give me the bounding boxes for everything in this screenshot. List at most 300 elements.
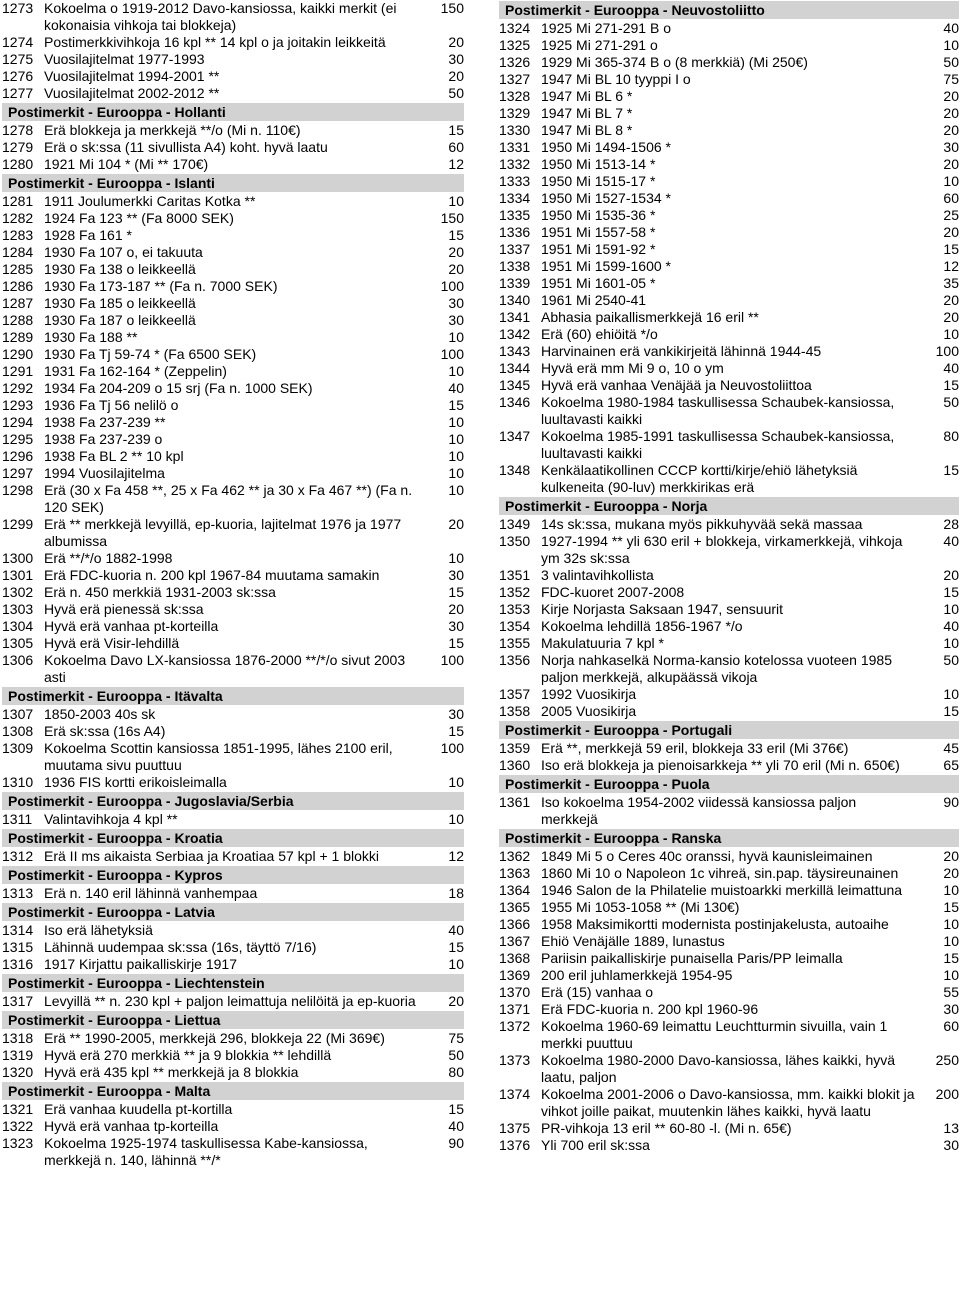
lot-number: 1304: [2, 618, 34, 634]
lot-number: 1309: [2, 740, 34, 756]
lot-price: 15: [943, 377, 959, 393]
lot-price: 100: [440, 652, 464, 668]
lot-number: 1372: [499, 1018, 531, 1034]
lot-price: 20: [943, 156, 959, 172]
lot-entry: [499, 105, 959, 122]
lot-entry: [499, 394, 959, 428]
lot-description: 1958 Maksimikortti modernista postinjakelusta, autoaihe: [541, 916, 889, 932]
lot-number: 1305: [2, 635, 34, 651]
lot-price: 60: [448, 139, 464, 155]
lot-number: 1355: [499, 635, 531, 651]
lot-price: 18: [448, 885, 464, 901]
section-header: Postimerkit - Eurooppa - Neuvostoliitto: [499, 1, 959, 19]
lot-description: Vuosilajitelmat 1977-1993: [44, 51, 205, 67]
lot-price: 12: [448, 848, 464, 864]
lot-price: 10: [943, 326, 959, 342]
lot-entry: [2, 448, 464, 465]
lot-description: Erä II ms aikaista Serbiaa ja Kroatiaa 57 kpl + 1 blokki: [44, 848, 380, 864]
lot-price: 15: [943, 899, 959, 915]
lot-entry: [499, 1137, 959, 1154]
lot-description: 1947 Mi BL 8 *: [541, 122, 633, 138]
lot-description: Hyvä erä vanhaa pt-korteilla: [44, 618, 219, 634]
lot-description: FDC-kuoret 2007-2008: [541, 584, 685, 600]
lot-entry: [2, 295, 464, 312]
lot-number: 1363: [499, 865, 531, 881]
lot-number: 1286: [2, 278, 34, 294]
lot-description: 1927-1994 ** yli 630 eril + blokkeja, virkamerkkejä, vihkoja ym 32s sk:ssa: [541, 533, 903, 566]
lot-number: 1344: [499, 360, 531, 376]
lot-price: 20: [448, 244, 464, 260]
lot-number: 1283: [2, 227, 34, 243]
lot-price: 200: [935, 1086, 959, 1102]
lot-description: 1911 Joulumerkki Caritas Kotka **: [44, 193, 256, 209]
lot-price: 10: [448, 465, 464, 481]
lot-entry: [2, 193, 464, 210]
lot-number: 1301: [2, 567, 34, 583]
lot-number: 1314: [2, 922, 34, 938]
lot-number: 1318: [2, 1030, 34, 1046]
lot-number: 1345: [499, 377, 531, 393]
lot-number: 1325: [499, 37, 531, 53]
lot-price: 10: [943, 37, 959, 53]
lot-number: 1326: [499, 54, 531, 70]
lot-price: 15: [943, 703, 959, 719]
lot-entry: [499, 139, 959, 156]
section-header: Postimerkit - Eurooppa - Puola: [499, 775, 959, 793]
lot-entry: [499, 848, 959, 865]
lot-price: 30: [448, 295, 464, 311]
lot-entry: [499, 916, 959, 933]
lot-price: 20: [448, 516, 464, 532]
lot-price: 30: [943, 1137, 959, 1153]
lot-entry: [2, 618, 464, 635]
lot-number: 1360: [499, 757, 531, 773]
lot-price: 10: [943, 916, 959, 932]
lot-number: 1299: [2, 516, 34, 532]
lot-price: 100: [440, 278, 464, 294]
lot-entry: [499, 343, 959, 360]
section-header: Postimerkit - Eurooppa - Liettua: [2, 1011, 464, 1029]
lot-price: 250: [935, 1052, 959, 1068]
lot-number: 1292: [2, 380, 34, 396]
lot-number: 1327: [499, 71, 531, 87]
lot-entry: [2, 516, 464, 550]
lot-number: 1353: [499, 601, 531, 617]
lot-price: 15: [943, 241, 959, 257]
lot-price: 150: [440, 210, 464, 226]
lot-number: 1275: [2, 51, 34, 67]
lot-description: Kokoelma 2001-2006 o Davo-kansiossa, mm. kaikki blokit ja vihkot joille paikat, muutenkin lähes kaikki, hyvä laatu: [541, 1086, 915, 1119]
lot-entry: [2, 993, 464, 1010]
lot-price: 80: [943, 428, 959, 444]
section-header: Postimerkit - Eurooppa - Kypros: [2, 866, 464, 884]
lot-description: Kokoelma 1980-1984 taskullisessa Schaubek-kansiossa, luultavasti kaikki: [541, 394, 895, 427]
lot-price: 15: [943, 462, 959, 478]
lot-price: 55: [943, 984, 959, 1000]
lot-description: Vuosilajitelmat 2002-2012 **: [44, 85, 220, 101]
lot-entry: [2, 0, 464, 34]
lot-number: 1354: [499, 618, 531, 634]
lot-description: Kokoelma Davo LX-kansiossa 1876-2000 **/*/o sivut 2003 asti: [44, 652, 406, 685]
lot-price: 20: [943, 122, 959, 138]
lot-entry: [499, 1018, 959, 1052]
lot-description: Erä ** merkkejä levyillä, ep-kuoria, lajitelmat 1976 ja 1977 albumissa: [44, 516, 402, 549]
lot-entry: [499, 309, 959, 326]
lot-entry: [499, 635, 959, 652]
lot-number: 1320: [2, 1064, 34, 1080]
lot-number: 1300: [2, 550, 34, 566]
lot-number: 1291: [2, 363, 34, 379]
lot-number: 1367: [499, 933, 531, 949]
lot-entry: [499, 933, 959, 950]
lot-price: 10: [943, 635, 959, 651]
lot-price: 100: [440, 740, 464, 756]
lot-number: 1303: [2, 601, 34, 617]
lot-description: 1930 Fa Tj 59-74 * (Fa 6500 SEK): [44, 346, 257, 362]
lot-entry: [499, 1086, 959, 1120]
lot-number: 1346: [499, 394, 531, 410]
lot-description: Abhasia paikallismerkkejä 16 eril **: [541, 309, 759, 325]
lot-description: 3 valintavihkollista: [541, 567, 654, 583]
lot-entry: [499, 224, 959, 241]
lot-description: 1950 Mi 1527-1534 *: [541, 190, 671, 206]
lot-entry: [499, 703, 959, 720]
lot-price: 40: [943, 20, 959, 36]
lot-entry: [2, 1047, 464, 1064]
lot-price: 20: [943, 88, 959, 104]
lot-number: 1308: [2, 723, 34, 739]
lot-entry: [2, 380, 464, 397]
lot-description: 1930 Fa 187 o leikkeellä: [44, 312, 196, 328]
lot-entry: [499, 516, 959, 533]
lot-description: Hyvä erä Visir-lehdillä: [44, 635, 180, 651]
section-header: Postimerkit - Eurooppa - Ranska: [499, 829, 959, 847]
lot-entry: [2, 774, 464, 791]
lot-description: Norja nahkaselkä Norma-kansio kotelossa vuoteen 1985 paljon merkkejä, alkupäässä vikoja: [541, 652, 892, 685]
lot-price: 90: [448, 1135, 464, 1151]
lot-description: Erä **, merkkejä 59 eril, blokkeja 33 eril (Mi 376€): [541, 740, 849, 756]
lot-price: 20: [943, 865, 959, 881]
lot-price: 80: [448, 1064, 464, 1080]
lot-number: 1297: [2, 465, 34, 481]
lot-price: 28: [943, 516, 959, 532]
lot-description: 2005 Vuosikirja: [541, 703, 637, 719]
lot-number: 1349: [499, 516, 531, 532]
lot-price: 10: [448, 431, 464, 447]
lot-entry: [499, 601, 959, 618]
lot-number: 1307: [2, 706, 34, 722]
lot-entry: [499, 88, 959, 105]
lot-price: 20: [448, 993, 464, 1009]
section-header: Postimerkit - Eurooppa - Norja: [499, 497, 959, 515]
lot-number: 1273: [2, 0, 34, 16]
lot-price: 10: [448, 550, 464, 566]
lot-entry: [2, 329, 464, 346]
lot-number: 1278: [2, 122, 34, 138]
lot-number: 1335: [499, 207, 531, 223]
lot-entry: [2, 68, 464, 85]
lot-description: 1936 Fa Tj 56 nelilö o: [44, 397, 179, 413]
lot-description: Valintavihkoja 4 kpl **: [44, 811, 178, 827]
lot-entry: [2, 244, 464, 261]
lot-price: 10: [448, 774, 464, 790]
lot-description: Kokoelma Scottin kansiossa 1851-1995, lähes 2100 eril, muutama sivu puuttuu: [44, 740, 393, 773]
lot-entry: [499, 122, 959, 139]
lot-description: Erä **/*/o 1882-1998: [44, 550, 173, 566]
lot-description: 1930 Fa 185 o leikkeellä: [44, 295, 196, 311]
lot-description: 14s sk:ssa, mukana myös pikkuhyvää sekä massaa: [541, 516, 863, 532]
lot-price: 20: [448, 34, 464, 50]
lot-description: Kokoelma 1985-1991 taskullisessa Schaubek-kansiossa, luultavasti kaikki: [541, 428, 895, 461]
lot-entry: [2, 848, 464, 865]
lot-entry: [499, 173, 959, 190]
lot-description: Erä FDC-kuoria n. 200 kpl 1960-96: [541, 1001, 759, 1017]
lot-number: 1330: [499, 122, 531, 138]
lot-entry: [499, 984, 959, 1001]
lot-entry: [2, 85, 464, 102]
lot-number: 1362: [499, 848, 531, 864]
lot-entry: [2, 956, 464, 973]
lot-number: 1340: [499, 292, 531, 308]
lot-number: 1341: [499, 309, 531, 325]
lot-description: Erä (60) ehiöitä */o: [541, 326, 658, 342]
lot-entry: [2, 601, 464, 618]
lot-price: 40: [943, 360, 959, 376]
lot-entry: [2, 1135, 464, 1169]
lot-description: Iso erä blokkeja ja pienoisarkkeja ** yli 70 eril (Mi n. 650€): [541, 757, 900, 773]
section-header: Postimerkit - Eurooppa - Hollanti: [2, 103, 464, 121]
lot-price: 50: [448, 85, 464, 101]
lot-number: 1350: [499, 533, 531, 549]
lot-number: 1369: [499, 967, 531, 983]
lot-description: Kokoelma 1960-69 leimattu Leuchtturmin sivuilla, vain 1 merkki puuttuu: [541, 1018, 888, 1051]
lot-price: 15: [448, 723, 464, 739]
lot-description: 1994 Vuosilajitelma: [44, 465, 165, 481]
lot-entry: [2, 550, 464, 567]
lot-number: 1351: [499, 567, 531, 583]
lot-description: Erä blokkeja ja merkkejä **/o (Mi n. 110€): [44, 122, 301, 138]
lot-price: 20: [943, 848, 959, 864]
lot-number: 1368: [499, 950, 531, 966]
lot-entry: [2, 431, 464, 448]
lot-description: 1850-2003 40s sk: [44, 706, 156, 722]
lot-number: 1279: [2, 139, 34, 155]
lot-price: 50: [943, 54, 959, 70]
lot-description: 1950 Mi 1535-36 *: [541, 207, 656, 223]
lot-description: Postimerkkivihkoja 16 kpl ** 14 kpl o ja joitakin leikkeitä: [44, 34, 386, 50]
lot-number: 1285: [2, 261, 34, 277]
lot-description: Vuosilajitelmat 1994-2001 **: [44, 68, 220, 84]
lot-entry: [499, 967, 959, 984]
lot-entry: [499, 207, 959, 224]
lot-price: 30: [448, 567, 464, 583]
lot-number: 1317: [2, 993, 34, 1009]
lot-number: 1347: [499, 428, 531, 444]
lot-price: 30: [448, 618, 464, 634]
lot-description: 1924 Fa 123 ** (Fa 8000 SEK): [44, 210, 234, 226]
lot-description: Pariisin paikalliskirje punaisella Paris/PP leimalla: [541, 950, 843, 966]
lot-description: Harvinainen erä vankikirjeitä lähinnä 1944-45: [541, 343, 822, 359]
lot-entry: [2, 1064, 464, 1081]
lot-price: 13: [943, 1120, 959, 1136]
lot-price: 10: [943, 686, 959, 702]
lot-entry: [499, 20, 959, 37]
lot-number: 1365: [499, 899, 531, 915]
lot-price: 50: [448, 1047, 464, 1063]
lot-description: Hyvä erä vanhaa Venäjää ja Neuvostoliittoa: [541, 377, 812, 393]
lot-description: 1938 Fa 237-239 o: [44, 431, 163, 447]
lot-number: 1333: [499, 173, 531, 189]
lot-number: 1359: [499, 740, 531, 756]
lot-number: 1376: [499, 1137, 531, 1153]
lot-number: 1343: [499, 343, 531, 359]
lot-number: 1328: [499, 88, 531, 104]
lot-description: Kokoelma o 1919-2012 Davo-kansiossa, kaikki merkit (ei kokonaisia vihkoja tai blokkeja): [44, 0, 397, 33]
lot-number: 1282: [2, 210, 34, 226]
lot-entry: [499, 584, 959, 601]
lot-number: 1375: [499, 1120, 531, 1136]
lot-number: 1373: [499, 1052, 531, 1068]
lot-number: 1319: [2, 1047, 34, 1063]
lot-price: 100: [935, 343, 959, 359]
lot-number: 1311: [2, 811, 33, 827]
lot-number: 1321: [2, 1101, 34, 1117]
lot-entry: [499, 241, 959, 258]
lot-number: 1361: [499, 794, 531, 810]
section-header: Postimerkit - Eurooppa - Jugoslavia/Serbia: [2, 792, 464, 810]
lot-entry: [2, 465, 464, 482]
lot-number: 1329: [499, 105, 531, 121]
lot-price: 20: [943, 224, 959, 240]
lot-price: 75: [448, 1030, 464, 1046]
lot-number: 1323: [2, 1135, 34, 1151]
lot-number: 1348: [499, 462, 531, 478]
lot-number: 1280: [2, 156, 34, 172]
lot-price: 10: [448, 482, 464, 498]
lot-number: 1284: [2, 244, 34, 260]
lot-price: 75: [943, 71, 959, 87]
lot-entry: [499, 462, 959, 496]
lot-entry: [499, 190, 959, 207]
lot-entry: [2, 278, 464, 295]
lot-entry: [2, 122, 464, 139]
lot-number: 1370: [499, 984, 531, 1000]
lot-number: 1306: [2, 652, 34, 668]
lot-number: 1287: [2, 295, 34, 311]
lot-description: 1950 Mi 1515-17 *: [541, 173, 656, 189]
lot-entry: [499, 865, 959, 882]
lot-entry: [499, 71, 959, 88]
lot-entry: [499, 1052, 959, 1086]
lot-price: 12: [943, 258, 959, 274]
lot-entry: [499, 882, 959, 899]
lot-description: Yli 700 eril sk:ssa: [541, 1137, 650, 1153]
lot-price: 40: [448, 922, 464, 938]
lot-entry: [499, 533, 959, 567]
lot-entry: [499, 292, 959, 309]
lot-entry: [2, 567, 464, 584]
lot-description: PR-vihkoja 13 eril ** 60-80 -l. (Mi n. 65€): [541, 1120, 792, 1136]
lot-price: 10: [448, 193, 464, 209]
section-header: Postimerkit - Eurooppa - Liechtenstein: [2, 974, 464, 992]
lot-price: 20: [448, 601, 464, 617]
lot-description: 1951 Mi 1601-05 *: [541, 275, 656, 291]
lot-description: 1950 Mi 1513-14 *: [541, 156, 656, 172]
lot-entry: [499, 258, 959, 275]
lot-price: 10: [448, 363, 464, 379]
lot-description: Erä ** 1990-2005, merkkejä 296, blokkeja 22 (Mi 369€): [44, 1030, 385, 1046]
lot-entry: [2, 414, 464, 431]
lot-description: 1917 Kirjattu paikalliskirje 1917: [44, 956, 237, 972]
lot-price: 10: [943, 601, 959, 617]
lot-entry: [499, 899, 959, 916]
lot-entry: [499, 275, 959, 292]
lot-description: Kirje Norjasta Saksaan 1947, sensuurit: [541, 601, 784, 617]
lot-number: 1357: [499, 686, 531, 702]
lot-entry: [2, 723, 464, 740]
lot-description: Ehiö Venäjälle 1889, lunastus: [541, 933, 725, 949]
lot-price: 30: [448, 312, 464, 328]
lot-entry: [499, 360, 959, 377]
lot-description: Kokoelma 1925-1974 taskullisessa Kabe-kansiossa, merkkejä n. 140, lähinnä **/*: [44, 1135, 368, 1168]
lot-description: 1951 Mi 1599-1600 *: [541, 258, 671, 274]
lot-description: Hyvä erä mm Mi 9 o, 10 o ym: [541, 360, 724, 376]
lot-number: 1296: [2, 448, 34, 464]
lot-description: 1947 Mi BL 7 *: [541, 105, 633, 121]
lot-entry: [499, 1120, 959, 1137]
lot-number: 1339: [499, 275, 531, 291]
lot-price: 10: [448, 811, 464, 827]
lot-price: 20: [448, 68, 464, 84]
lot-price: 40: [448, 1118, 464, 1134]
lot-description: Lähinnä uudempaa sk:ssa (16s, täyttö 7/16): [44, 939, 317, 955]
lot-number: 1366: [499, 916, 531, 932]
lot-price: 15: [448, 939, 464, 955]
lot-description: 1925 Mi 271-291 o: [541, 37, 658, 53]
lot-price: 15: [448, 122, 464, 138]
lot-description: 1928 Fa 161 *: [44, 227, 132, 243]
lot-number: 1310: [2, 774, 34, 790]
lot-price: 40: [943, 618, 959, 634]
lot-number: 1312: [2, 848, 34, 864]
lot-description: 1961 Mi 2540-41: [541, 292, 647, 308]
lot-description: 1930 Fa 173-187 ** (Fa n. 7000 SEK): [44, 278, 278, 294]
lot-entry: [2, 706, 464, 723]
lot-number: 1337: [499, 241, 531, 257]
lot-entry: [499, 156, 959, 173]
lot-description: Erä n. 450 merkkiä 1931-2003 sk:ssa: [44, 584, 276, 600]
lot-entry: [2, 346, 464, 363]
lot-number: 1315: [2, 939, 34, 955]
lot-price: 10: [448, 448, 464, 464]
lot-description: 1951 Mi 1557-58 *: [541, 224, 656, 240]
lot-number: 1294: [2, 414, 34, 430]
lot-price: 60: [943, 1018, 959, 1034]
lot-number: 1374: [499, 1086, 531, 1102]
lot-entry: [2, 635, 464, 652]
lot-number: 1290: [2, 346, 34, 362]
lot-price: 90: [943, 794, 959, 810]
lot-description: Kokoelma lehdillä 1856-1967 */o: [541, 618, 743, 634]
lot-number: 1336: [499, 224, 531, 240]
section-header: Postimerkit - Eurooppa - Kroatia: [2, 829, 464, 847]
lot-description: Erä (30 x Fa 458 **, 25 x Fa 462 ** ja 30 x Fa 467 **) (Fa n. 120 SEK): [44, 482, 413, 515]
lot-entry: [2, 261, 464, 278]
lot-entry: [2, 363, 464, 380]
lot-entry: [499, 1001, 959, 1018]
lot-description: Hyvä erä 435 kpl ** merkkejä ja 8 blokkia: [44, 1064, 299, 1080]
lot-description: Erä sk:ssa (16s A4): [44, 723, 166, 739]
